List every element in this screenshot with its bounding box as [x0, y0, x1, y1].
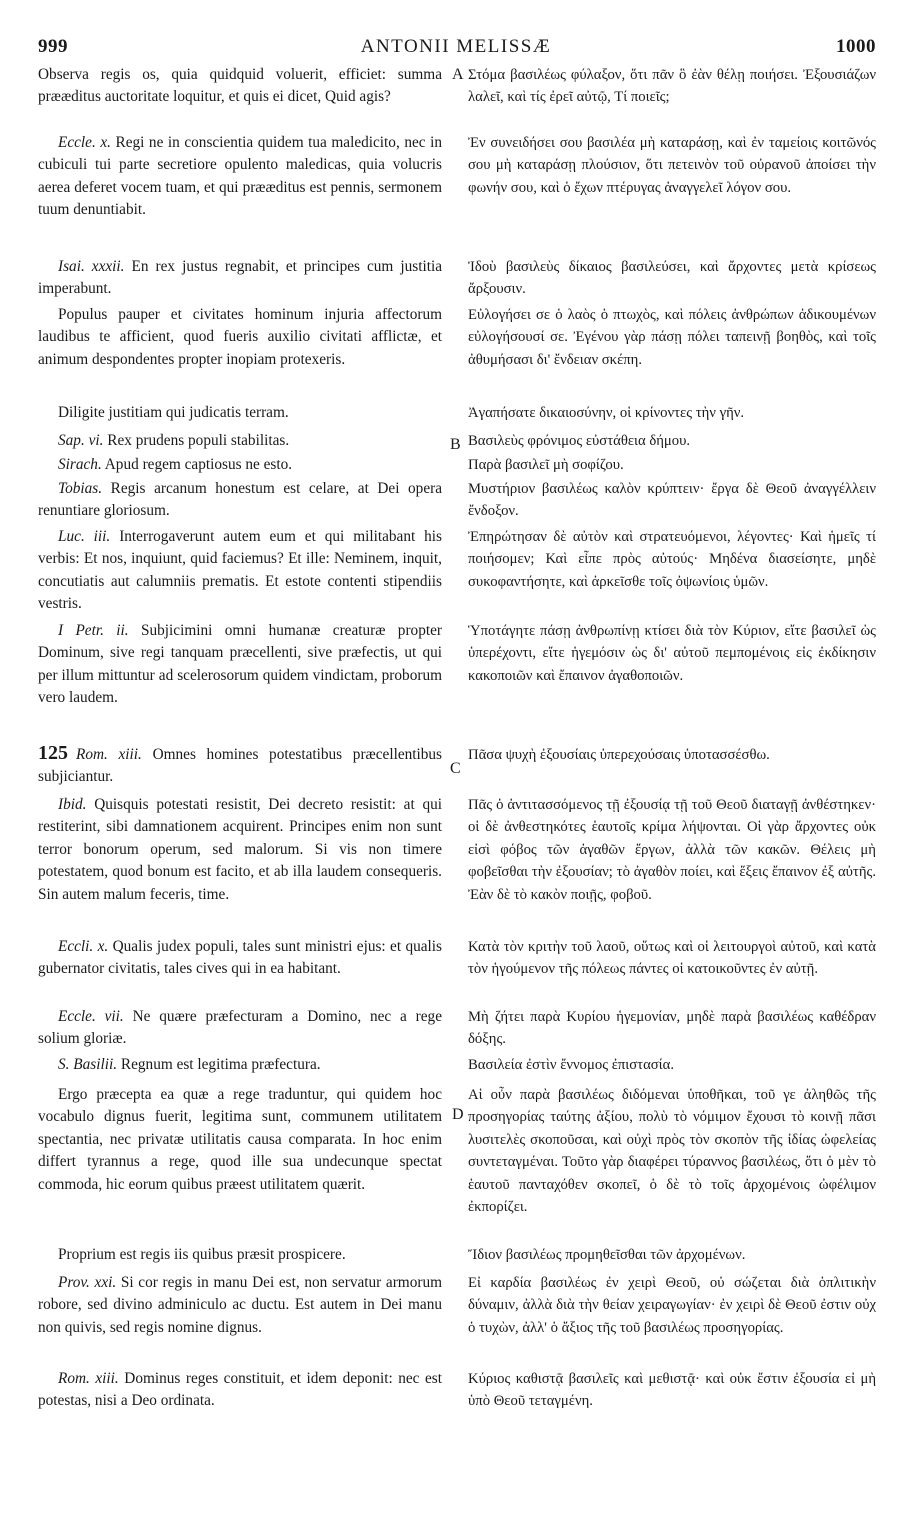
verse-citation: Sap. vi.: [58, 432, 104, 449]
section-marker-c: C: [450, 760, 461, 777]
latin-paragraph: [38, 132, 442, 222]
greek-paragraph: Ἀγαπήσατε δικαιοσύνην, οἱ κρίνοντες τὴν γῆν.: [468, 405, 745, 421]
verse-text: Diligite justitiam qui judicatis terram.: [58, 404, 289, 421]
verse-text: Proprium est regis iis quibus præsit prospicere.: [58, 1246, 346, 1263]
greek-paragraph: Εἰ καρδία βασιλέως ἐν χειρὶ Θεοῦ, οὐ σώζεται διὰ ὁπλιτικὴν δύναμιν, ἀλλὰ διὰ τὴν θείαν χειραγωγίαν· ἐν χειρὶ δὲ Θεοῦ ἐστιν οὐχ ὁ τυχὼν, ἀλλ' ὁ ἄξιος τῆς τοῦ βασιλέως προσηγορίας.: [468, 1275, 876, 1336]
greek-paragraph: Βασιλεία ἐστὶν ἔννομος ἐπιστασία.: [468, 1057, 675, 1073]
verse-text: Ergo præcepta ea quæ a rege traduntur, qui quidem hoc vocabulo dignus fuerit, legitima sunt, communem utilitatem spectantia, nec privatæ utilitatis causa comparata. In hoc enim differt tyrannus a rege, quod ille sua undecunque spectat commoda, hic eorum quibus præest utilitatem quærit.: [38, 1086, 442, 1193]
latin-paragraph: [38, 304, 442, 371]
verse-text: Apud regem captiosus ne esto.: [104, 456, 293, 473]
verse-citation: Luc. iii.: [58, 528, 111, 545]
greek-paragraph: Μυστήριον βασιλέως καλὸν κρύπτειν· ἔργα δὲ Θεοῦ ἀναγγέλλειν ἔνδοξον.: [468, 481, 876, 520]
verse-text: Rex prudens populi stabilitas.: [107, 432, 290, 449]
verse-text: Dominus reges constituit, et idem deponit: nec est potestas, nisi a Deo ordinata.: [38, 1370, 442, 1410]
verse-citation: S. Basilii.: [58, 1056, 118, 1073]
latin-paragraph: [38, 1272, 442, 1339]
latin-paragraph: [38, 1006, 442, 1051]
latin-paragraph: [38, 1084, 442, 1196]
greek-paragraph: Αἱ οὖν παρὰ βασιλέως διδόμεναι ὑποθῆκαι, τοῦ γε ἀληθῶς τῆς προσηγορίας ταύτης ἀξίου, πολὺ τὸ νόμιμον ἔχουσι τὸ κοινῇ πᾶσι λυσιτελὲς σκοποῦσαι, καὶ οὐχὶ πρὸς τὸν σκοπὸν τῆς ἰδίας ὠφελείας συντεταγμέναι. Τοῦτο γὰρ διαφέρει τύραννος βασιλέως, ὅτι ὁ μὲν τὸ ἑαυτοῦ πανταχόθεν σκοπεῖ, ὁ δὲ τὸ τοῖς ἀρχομένοις ὠφέλιμον ἐκπορίζει.: [468, 1087, 876, 1216]
section-marker-a: A: [452, 66, 464, 83]
latin-paragraph: [38, 794, 442, 906]
verse-text: Quisquis potestati resistit, Dei decreto resistit: at qui restiterint, sibi damnationem acquirent. Principes enim non sunt terror bonorum operum, sed malorum. Si vis non timere potestatem, quod bonum est facito, et ab illa laudem consequeris. Sin autem malum feceris, time.: [38, 796, 442, 903]
greek-paragraph: Μὴ ζήτει παρὰ Κυρίου ἡγεμονίαν, μηδὲ παρὰ βασιλέως καθέδραν δόξης.: [468, 1009, 876, 1048]
verse-text: Regis arcanum honestum est celare, at Dei opera renuntiare gloriosum.: [38, 480, 443, 520]
latin-paragraph: [38, 936, 442, 981]
greek-paragraph: Βασιλεὺς φρόνιμος εὐστάθεια δήμου.: [468, 433, 691, 449]
running-title: ANTONII MELISSÆ: [360, 36, 552, 57]
greek-paragraph: Ἐν συνειδήσει σου βασιλέα μὴ καταράσῃ, καὶ ἐν ταμείοις κοιτῶνός σου μὴ καταράσῃ πλούσιον, ὅτι πετεινὸν τοῦ οὐρανοῦ ἀποίσει τὴν φωνήν σου, καὶ ὁ ἔχων πτέρυγας ἀναγγελεῖ λόγον σου.: [468, 135, 876, 196]
latin-paragraph: [38, 256, 442, 301]
verse-text: Regi ne in conscientia quidem tua maledicito, nec in cubiculi tui parte secretiore opulento maledicas, quia volucris aerea deferet vocem tuam, et qui prææditus est pennis, sermonem tuum denuntiabit.: [38, 134, 442, 219]
latin-paragraph: [38, 1244, 442, 1266]
section-marker-d: D: [452, 1106, 464, 1123]
verse-text: Qualis judex populi, tales sunt ministri ejus: et qualis gubernator civitatis, tales cives qui in ea habitant.: [38, 938, 443, 978]
latin-paragraph: [38, 64, 442, 109]
page-number-left: 999: [38, 36, 68, 57]
verse-text: Subjicimini omni humanæ creaturæ propter Dominum, sive regi tanquam præcellenti, sive præfectis, ut qui per illum mittuntur ad scelerosorum quidem vindictam, proborum vero laudem.: [38, 622, 442, 707]
verse-text: Si cor regis in manu Dei est, non servatur armorum robore, sed divino adminiculo ac ductu. Est autem in Dei manu non quivis, sed regis nomine dignus.: [38, 1274, 442, 1336]
latin-paragraph: [38, 478, 442, 523]
verse-text: Ne quære præfecturam a Domino, nec a rege solium gloriæ.: [38, 1008, 442, 1048]
greek-paragraph: Κατὰ τὸν κριτὴν τοῦ λαοῦ, οὕτως καὶ οἱ λειτουργοὶ αὐτοῦ, καὶ κατὰ τὸν ἡγούμενον τῆς πόλεως πάντες οἱ κατοικοῦντες ἐν αὐτῇ.: [468, 939, 876, 978]
verse-text: Interrogaverunt autem eum et qui militabant his verbis: Et nos, inquiunt, quid faciemus? Et ille: Neminem, inquit, concutiatis aut calumniis prematis. Et estote contenti stipendiis vestris.: [38, 528, 442, 613]
verse-text: Populus pauper et civitates hominum injuria affectorum laudibus te afficient, quod fueris auxilio civitati afflictæ, et animum despondentes propter inopiam protexeris.: [38, 306, 442, 368]
greek-paragraph: Πᾶς ὁ ἀντιτασσόμενος τῇ ἐξουσίᾳ τῇ τοῦ Θεοῦ διαταγῇ ἀνθέστηκεν· οἱ δὲ ἀνθεστηκότες ἑαυτοῖς κρίμα λήψονται. Οἱ γὰρ ἄρχοντες οὐκ εἰσὶ φόβος τῶν ἀγαθῶν ἔργων, ἀλλὰ τῶν κακῶν. Θέλεις μὴ φοβεῖσθαι τὴν ἐξουσίαν; τὸ ἀγαθὸν ποίει, καὶ ἕξεις ἔπαινον ἐξ αὐτῆς. Ἐὰν δὲ τὸ κακὸν ποιῇς, φοβοῦ.: [468, 797, 876, 903]
verse-text: Regnum est legitima præfectura.: [120, 1056, 321, 1073]
greek-paragraph: Ἐπηρώτησαν δὲ αὐτὸν καὶ στρατευόμενοι, λέγοντες· Καὶ ἡμεῖς τί ποιήσομεν; Καὶ εἶπε πρὸς αὐτούς· Μηδένα διασείσητε, μηδὲ συκοφαντήσητε, καὶ ἀρκεῖσθε τοῖς ὀψωνίοις ὑμῶν.: [468, 529, 876, 590]
greek-paragraph: Εὐλογήσει σε ὁ λαὸς ὁ πτωχὸς, καὶ πόλεις ἀνθρώπων ἀδικουμένων εὐλογήσουσί σε. Ἐγένου γὰρ πάσῃ πόλει ταπεινῇ βοηθὸς, καὶ τοῖς ἀθυμήσασι δι' ἔνδειαν σκέπη.: [468, 307, 876, 368]
latin-paragraph: [38, 430, 442, 452]
verse-citation: I Petr. ii.: [58, 622, 129, 639]
verse-text: Omnes homines potestatibus præcellentibus subjiciantur.: [38, 746, 443, 786]
latin-paragraph: [38, 454, 442, 476]
verse-text: Observa regis os, quia quidquid voluerit, efficiet: summa prææditus auctoritate loquitur, et quis ei dicet, Quid agis?: [38, 66, 442, 106]
greek-paragraph: Ἰδοὺ βασιλεὺς δίκαιος βασιλεύσει, καὶ ἄρχοντες μετὰ κρίσεως ἄρξουσιν.: [468, 259, 876, 298]
verse-citation: Eccle. vii.: [58, 1008, 124, 1025]
greek-paragraph: Κύριος καθιστᾷ βασιλεῖς καὶ μεθιστᾷ· καὶ οὐκ ἔστιν ἐξουσία εἰ μὴ ὑπὸ Θεοῦ τεταγμένη.: [468, 1371, 876, 1410]
verse-citation: Eccli. x.: [58, 938, 109, 955]
verse-text: En rex justus regnabit, et principes cum justitia imperabunt.: [38, 258, 442, 298]
section-marker-b: B: [450, 436, 461, 453]
verse-citation: Rom. xiii.: [58, 1370, 119, 1387]
latin-paragraph: [38, 742, 442, 789]
greek-paragraph: Στόμα βασιλέως φύλαξον, ὅτι πᾶν ὃ ἐὰν θέλῃ ποιήσει. Ἐξουσιάζων λαλεῖ, καὶ τίς ἐρεῖ αὐτῷ, Τί ποιεῖς;: [468, 67, 876, 106]
latin-paragraph: [38, 1368, 442, 1413]
verse-citation: Sirach.: [58, 456, 102, 473]
verse-citation: Isai. xxxii.: [58, 258, 125, 275]
greek-paragraph: Παρὰ βασιλεῖ μὴ σοφίζου.: [468, 457, 624, 473]
verse-citation: Tobias.: [58, 480, 103, 497]
latin-paragraph: [38, 620, 442, 710]
verse-citation: Prov. xxi.: [58, 1274, 117, 1291]
latin-paragraph: [38, 1054, 442, 1076]
latin-paragraph: [38, 526, 442, 616]
greek-paragraph: Ὑποτάγητε πάσῃ ἀνθρωπίνῃ κτίσει διὰ τὸν Κύριον, εἴτε βασιλεῖ ὡς ὑπερέχοντι, εἴτε ἡγεμόσιν ὡς δι' αὐτοῦ πεμπομένοις εἰς ἐκδίκησιν κακοποιῶν καὶ ἔπαινον ἀγαθοποιῶν.: [468, 623, 876, 684]
latin-paragraph: [38, 402, 442, 424]
verse-citation: Rom. xiii.: [76, 746, 142, 763]
verse-citation: Eccle. x.: [58, 134, 111, 151]
section-number: 125: [38, 742, 68, 764]
greek-paragraph: Ἴδιον βασιλέως προμηθεῖσθαι τῶν ἀρχομένων.: [468, 1247, 746, 1263]
greek-paragraph: Πᾶσα ψυχὴ ἐξουσίαις ὑπερεχούσαις ὑποτασσέσθω.: [468, 747, 770, 763]
verse-citation: Ibid.: [58, 796, 87, 813]
page-number-right: 1000: [836, 36, 876, 57]
